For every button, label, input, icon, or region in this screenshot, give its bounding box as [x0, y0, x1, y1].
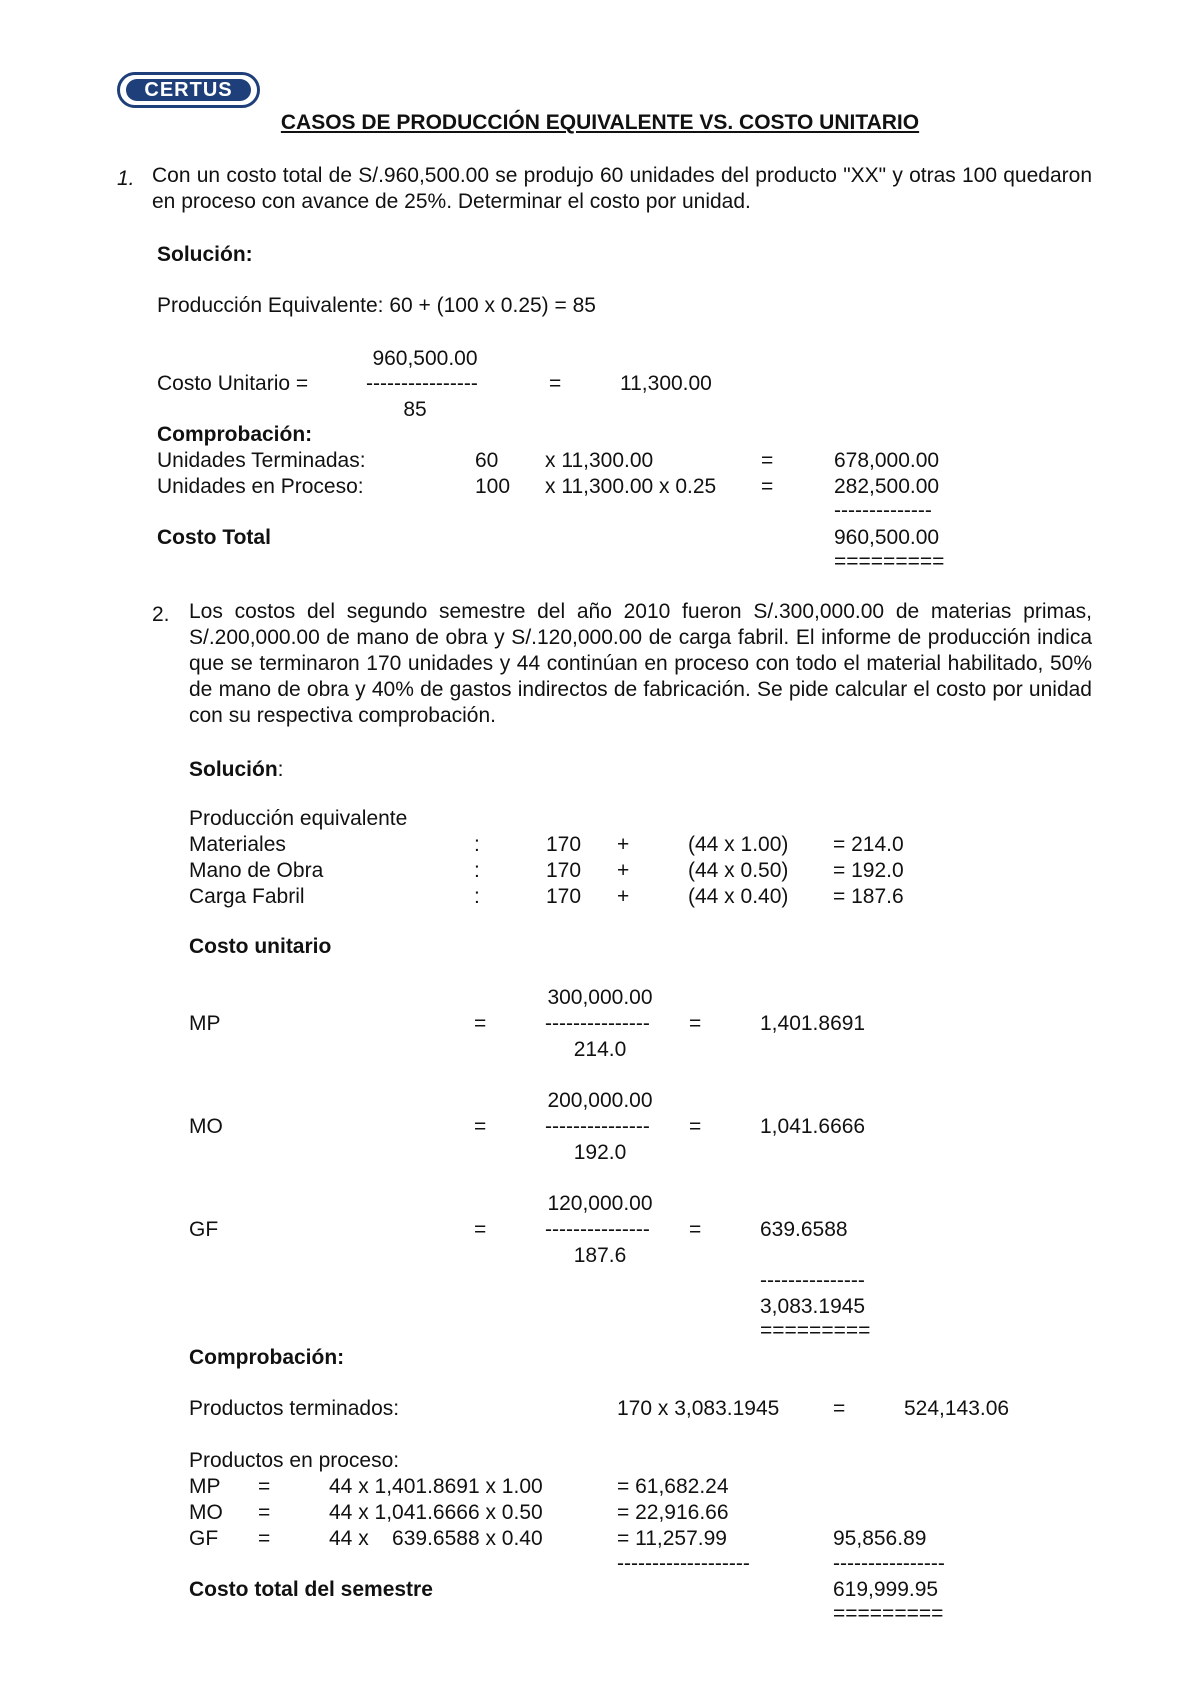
case1-check-label: Comprobación: — [157, 423, 313, 446]
equiv-row-plus: + — [617, 885, 630, 908]
case2-double-line: ========= — [833, 1602, 944, 1625]
case2-check-label: Comprobación: — [189, 1346, 345, 1369]
unit-cost-eq: = — [474, 1115, 487, 1138]
unit-cost-denominator: 187.6 — [573, 1244, 627, 1267]
wip-row-res: = 22,916.66 — [617, 1501, 729, 1524]
row-calc: x 11,300.00 x 0.25 — [545, 475, 717, 498]
case1-total-label: Costo Total — [157, 526, 271, 549]
case2-wip-sum-line: ------------------- — [617, 1552, 750, 1575]
certus-logo — [117, 72, 260, 108]
case1-sum-line: -------------- — [834, 499, 932, 522]
equiv-row-b: (44 x 0.50) — [688, 859, 789, 882]
case2-unit-double-line: ========= — [760, 1319, 871, 1342]
equiv-row-a: 170 — [546, 859, 582, 882]
unit-cost-label: MO — [189, 1115, 223, 1138]
case2-equiv-label: Producción equivalente — [189, 807, 408, 830]
unit-cost-numerator: 300,000.00 — [547, 986, 653, 1009]
equiv-row-label: Carga Fabril — [189, 885, 305, 908]
case2-unit-cost-label: Costo unitario — [189, 935, 332, 958]
unit-cost-line: --------------- — [545, 1115, 650, 1138]
equiv-row-a: 170 — [546, 885, 582, 908]
case2-total-label: Costo total del semestre — [189, 1578, 433, 1601]
case1-statement: Con un costo total de S/.960,500.00 se produjo 60 unidades del producto "XX" y otras 100 quedaron en proceso con avance de 25%. Determinar el costo por unidad. — [152, 164, 1092, 213]
equiv-row-res: = 192.0 — [833, 859, 904, 882]
wip-total: 95,856.89 — [833, 1527, 927, 1550]
unit-cost-label: MP — [189, 1012, 221, 1035]
unit-cost-line: --------------- — [545, 1012, 650, 1035]
case1-fraction-line: ---------------- — [366, 372, 478, 395]
case2-finished-value: 524,143.06 — [904, 1397, 1010, 1420]
case2-solution-label — [189, 759, 284, 780]
unit-cost-numerator: 120,000.00 — [547, 1192, 653, 1215]
case2-finished-label: Productos terminados: — [189, 1397, 400, 1420]
unit-cost-eq: = — [474, 1218, 487, 1241]
equiv-row-res: = 214.0 — [833, 833, 904, 856]
equiv-row-b: (44 x 0.40) — [688, 885, 789, 908]
wip-row-res: = 11,257.99 — [617, 1527, 727, 1550]
unit-cost-eq2: = — [689, 1012, 702, 1035]
case1-number: 1. — [117, 167, 135, 190]
row-qty: 100 — [475, 475, 511, 498]
case1-total-value: 960,500.00 — [834, 526, 940, 549]
case1-numerator: 960,500.00 — [372, 347, 478, 370]
row-qty: 60 — [475, 449, 499, 472]
unit-cost-result: 1,401.8691 — [760, 1012, 866, 1035]
row-label: Unidades Terminadas: — [157, 449, 366, 472]
unit-cost-result: 639.6588 — [760, 1218, 848, 1241]
case2-finished-calc: 170 x 3,083.1945 — [617, 1397, 780, 1420]
row-calc: x 11,300.00 — [545, 449, 654, 472]
case2-unit-total: 3,083.1945 — [760, 1295, 866, 1318]
equiv-row-b: (44 x 1.00) — [688, 833, 789, 856]
wip-row-calc: 44 x 1,041.6666 x 0.50 — [329, 1501, 543, 1524]
case1-solution-label: Solución: — [157, 243, 253, 266]
document-title: CASOS DE PRODUCCIÓN EQUIVALENTE VS. COSTO UNITARIO — [280, 111, 920, 134]
row-label: Unidades en Proceso: — [157, 475, 364, 498]
wip-row-calc: 44 x 639.6588 x 0.40 — [329, 1527, 543, 1550]
case2-wip-label: Productos en proceso: — [189, 1449, 400, 1472]
solution-text: Solución — [189, 758, 278, 781]
equiv-row-label: Mano de Obra — [189, 859, 324, 882]
case2-statement: Los costos del segundo semestre del año 2010 fueron S/.300,000.00 de materias primas, S/.200,000.00 de mano de obra y S/.120,000.00 de carga fabril. El informe de producción indica que se terminaron 170 unidades y 44 continúan en proceso con todo el material habilitado, 50% de mano de obra y 40% de gastos indirectos de fabricación. Se pide calcular el costo por unidad con su respectiva comprobación. — [189, 600, 1092, 727]
case2-total-value: 619,999.95 — [833, 1578, 939, 1601]
case1-unit-cost-result: 11,300.00 — [620, 372, 712, 395]
equiv-row-res: = 187.6 — [833, 885, 904, 908]
case1-unit-cost-label: Costo Unitario = — [157, 372, 309, 395]
solution-colon: : — [277, 758, 284, 781]
unit-cost-result: 1,041.6666 — [760, 1115, 866, 1138]
case1-equals: = — [549, 372, 562, 395]
equiv-row-plus: + — [617, 859, 630, 882]
row-result: 282,500.00 — [834, 475, 940, 498]
unit-cost-numerator: 200,000.00 — [547, 1089, 653, 1112]
case2-finished-eq: = — [833, 1397, 846, 1420]
wip-row-eq: = — [258, 1501, 271, 1524]
case2-unit-sum-line: --------------- — [760, 1269, 865, 1292]
unit-cost-line: --------------- — [545, 1218, 650, 1241]
wip-row-label: MP — [189, 1475, 221, 1498]
logo-text: CERTUS — [126, 79, 251, 101]
row-result: 678,000.00 — [834, 449, 940, 472]
unit-cost-denominator: 192.0 — [573, 1141, 627, 1164]
wip-row-label: GF — [189, 1527, 219, 1550]
equiv-row-label: Materiales — [189, 833, 286, 856]
equiv-row-plus: + — [617, 833, 630, 856]
case1-double-line: ========= — [834, 550, 945, 573]
equiv-row-colon: : — [474, 885, 480, 908]
case1-denominator: 85 — [403, 398, 427, 421]
unit-cost-eq2: = — [689, 1115, 702, 1138]
equiv-row-a: 170 — [546, 833, 582, 856]
unit-cost-eq2: = — [689, 1218, 702, 1241]
wip-row-eq: = — [258, 1475, 271, 1498]
unit-cost-eq: = — [474, 1012, 487, 1035]
wip-row-label: MO — [189, 1501, 223, 1524]
row-eq: = — [761, 449, 774, 472]
equiv-row-colon: : — [474, 833, 480, 856]
case1-equiv-production: Producción Equivalente: 60 + (100 x 0.25) = 85 — [157, 294, 596, 317]
row-eq: = — [761, 475, 774, 498]
wip-row-calc: 44 x 1,401.8691 x 1.00 — [329, 1475, 543, 1498]
unit-cost-denominator: 214.0 — [573, 1038, 627, 1061]
wip-row-res: = 61,682.24 — [617, 1475, 729, 1498]
case2-number: 2. — [152, 603, 170, 626]
equiv-row-colon: : — [474, 859, 480, 882]
wip-row-eq: = — [258, 1527, 271, 1550]
case2-grand-sum-line: ---------------- — [833, 1552, 945, 1575]
unit-cost-label: GF — [189, 1218, 219, 1241]
